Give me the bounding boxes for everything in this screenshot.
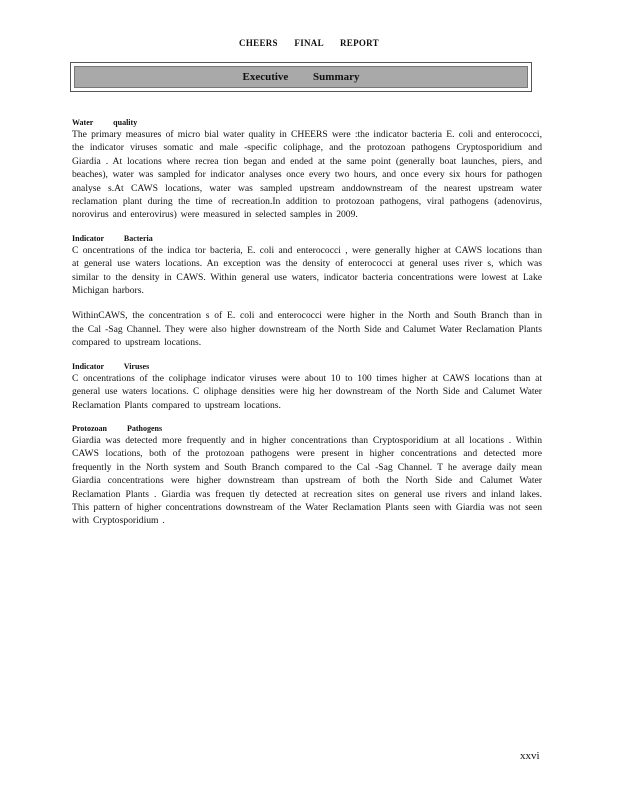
section-paragraph: The primary measures of micro bial water quality in CHEERS were :the indicator bacteria E. coli and enterococci, the indicator viruses somatic and male -specific coliphage, and the protozoan pathogens Cryptosporidium and Giardia . At locations where recrea tion began and ended at the same point (generally boat launches, piers, and beaches), water was sampled for indicator analyses once every two hours, and once every six hours for pathogen analyse s.At CAWS locations, water was sampled upstream anddownstream of the nearest upstream water reclamation plant during the time of recreation.In addition to protozoan pathogens, viral pathogens (adenovirus, norovirus and enterovirus) were measured in selected samples in 2009. <box>72 129 542 221</box>
section-heading: Indicator Bacteria <box>72 233 153 243</box>
section-indicator-bacteria <box>72 234 542 350</box>
page-number: xxvi <box>520 750 540 762</box>
section-heading: Indicator Viruses <box>72 361 150 371</box>
document-body <box>72 118 542 540</box>
section-water-quality <box>72 118 542 222</box>
section-paragraph: WithinCAWS, the concentration s of E. coli and enterococci were higher in the North and South Branch than in the Cal -Sag Channel. They were also higher downstream of the North Side and Calumet Water Reclamation Plants compared to upstream locations. <box>72 310 542 349</box>
section-protozoan-pathogens <box>72 424 542 528</box>
executive-summary-banner <box>70 62 532 92</box>
section-paragraph: Giardia was detected more frequently and in higher concentrations than Cryptosporidium at all locations . Within CAWS locations, both of the protozoan pathogens were present in higher concentrations and detected more frequently in the North system and South Branch compared to the Cal -Sag Channel. T he average daily mean Giardia concentrations were higher downstream than upstream of both the North Side and Calumet Water Reclamation Plants . Giardia was frequen tly detected at recreation sites on general use rivers and inland lakes. This pattern of higher concentrations downstream of the Water Reclamation Plants seen with Giardia was not seen with Cryptosporidium . <box>72 434 542 527</box>
executive-summary-title: Executive Summary <box>74 66 528 88</box>
section-indicator-viruses <box>72 362 542 412</box>
section-heading: Protozoan Pathogens <box>72 423 163 433</box>
report-header: CHEERS FINAL REPORT <box>239 38 379 48</box>
section-paragraph: C oncentrations of the coliphage indicator viruses were about 10 to 100 times higher at CAWS locations than at general use waters locations. C oliphage densities were hig her downstream of the North Side and Calumet Water Reclamation Plants compared to upstream locations. <box>72 372 542 411</box>
section-heading: Water quality <box>72 118 138 127</box>
section-paragraph: C oncentrations of the indica tor bacteria, E. coli and enterococci , were generally higher at CAWS locations than at general use waters locations. An exception was the density of enterococci at general uses river s, which was similar to the density in CAWS. Within general use waters, indicator bacteria concentrations were lowest at Lake Michigan harbors. <box>72 244 542 297</box>
